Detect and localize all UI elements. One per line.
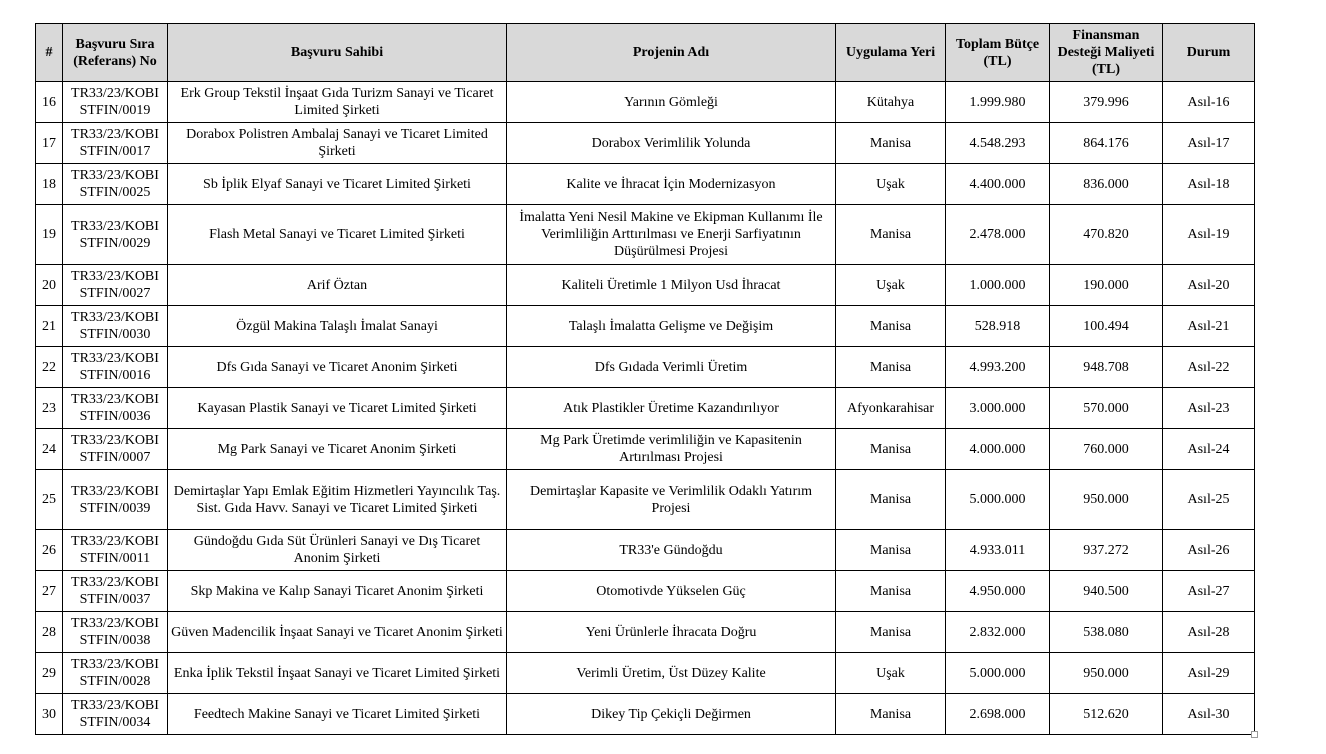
cell-num: 18 — [36, 164, 63, 205]
header-budget: Toplam Bütçe (TL) — [946, 24, 1050, 82]
cell-budget: 2.698.000 — [946, 694, 1050, 735]
cell-applicant: Enka İplik Tekstil İnşaat Sanayi ve Ticaret Limited Şirketi — [168, 653, 507, 694]
table-row — [36, 571, 1255, 612]
cell-ref: TR33/23/KOBI STFIN/0025 — [63, 164, 168, 205]
cell-status: Asıl-26 — [1163, 530, 1255, 571]
cell-budget: 1.000.000 — [946, 265, 1050, 306]
cell-num: 24 — [36, 429, 63, 470]
header-location: Uygulama Yeri — [836, 24, 946, 82]
cell-num: 23 — [36, 388, 63, 429]
cell-num: 17 — [36, 123, 63, 164]
cell-applicant: Özgül Makina Talaşlı İmalat Sanayi — [168, 306, 507, 347]
cell-status: Asıl-24 — [1163, 429, 1255, 470]
cell-applicant: Flash Metal Sanayi ve Ticaret Limited Şirketi — [168, 205, 507, 265]
cell-applicant: Arif Öztan — [168, 265, 507, 306]
cell-budget: 4.950.000 — [946, 571, 1050, 612]
cell-num: 30 — [36, 694, 63, 735]
cell-num: 19 — [36, 205, 63, 265]
cell-ref: TR33/23/KOBI STFIN/0029 — [63, 205, 168, 265]
cell-budget: 5.000.000 — [946, 653, 1050, 694]
cell-budget: 4.933.011 — [946, 530, 1050, 571]
cell-ref: TR33/23/KOBI STFIN/0016 — [63, 347, 168, 388]
cell-status: Asıl-30 — [1163, 694, 1255, 735]
table-row — [36, 306, 1255, 347]
cell-status: Asıl-22 — [1163, 347, 1255, 388]
cell-project: Yarının Gömleği — [507, 82, 836, 123]
cell-support: 190.000 — [1050, 265, 1163, 306]
header-applicant: Başvuru Sahibi — [168, 24, 507, 82]
cell-location: Manisa — [836, 694, 946, 735]
cell-project: Dfs Gıdada Verimli Üretim — [507, 347, 836, 388]
cell-status: Asıl-25 — [1163, 470, 1255, 530]
cell-location: Manisa — [836, 306, 946, 347]
table-row — [36, 388, 1255, 429]
cell-project: TR33'e Gündoğdu — [507, 530, 836, 571]
cell-status: Asıl-17 — [1163, 123, 1255, 164]
cell-location: Manisa — [836, 470, 946, 530]
cell-budget: 4.000.000 — [946, 429, 1050, 470]
cell-project: Dikey Tip Çekiçli Değirmen — [507, 694, 836, 735]
cell-location: Manisa — [836, 571, 946, 612]
cell-num: 21 — [36, 306, 63, 347]
cell-location: Manisa — [836, 530, 946, 571]
cell-project: Dorabox Verimlilik Yolunda — [507, 123, 836, 164]
cell-support: 940.500 — [1050, 571, 1163, 612]
cell-budget: 2.832.000 — [946, 612, 1050, 653]
table-row — [36, 470, 1255, 530]
cell-budget: 4.993.200 — [946, 347, 1050, 388]
cell-budget: 4.548.293 — [946, 123, 1050, 164]
cell-applicant: Demirtaşlar Yapı Emlak Eğitim Hizmetleri Yayıncılık Taş. Sist. Gıda Havv. Sanayi ve Ticaret Limited Şirketi — [168, 470, 507, 530]
header-ref: Başvuru Sıra (Referans) No — [63, 24, 168, 82]
cell-project: Demirtaşlar Kapasite ve Verimlilik Odaklı Yatırım Projesi — [507, 470, 836, 530]
cell-ref: TR33/23/KOBI STFIN/0036 — [63, 388, 168, 429]
cell-support: 470.820 — [1050, 205, 1163, 265]
cell-location: Manisa — [836, 123, 946, 164]
header-project: Projenin Adı — [507, 24, 836, 82]
cell-budget: 528.918 — [946, 306, 1050, 347]
cell-support: 950.000 — [1050, 470, 1163, 530]
header-support: Finansman Desteği Maliyeti (TL) — [1050, 24, 1163, 82]
cell-status: Asıl-28 — [1163, 612, 1255, 653]
cell-support: 379.996 — [1050, 82, 1163, 123]
cell-project: Otomotivde Yükselen Güç — [507, 571, 836, 612]
cell-applicant: Skp Makina ve Kalıp Sanayi Ticaret Anonim Şirketi — [168, 571, 507, 612]
cell-applicant: Erk Group Tekstil İnşaat Gıda Turizm Sanayi ve Ticaret Limited Şirketi — [168, 82, 507, 123]
cell-ref: TR33/23/KOBI STFIN/0030 — [63, 306, 168, 347]
cell-support: 937.272 — [1050, 530, 1163, 571]
cell-num: 16 — [36, 82, 63, 123]
cell-applicant: Dorabox Polistren Ambalaj Sanayi ve Ticaret Limited Şirketi — [168, 123, 507, 164]
cell-support: 864.176 — [1050, 123, 1163, 164]
table-row — [36, 694, 1255, 735]
cell-ref: TR33/23/KOBI STFIN/0037 — [63, 571, 168, 612]
cell-status: Asıl-21 — [1163, 306, 1255, 347]
cell-budget: 3.000.000 — [946, 388, 1050, 429]
cell-support: 100.494 — [1050, 306, 1163, 347]
cell-applicant: Kayasan Plastik Sanayi ve Ticaret Limited Şirketi — [168, 388, 507, 429]
cell-budget: 2.478.000 — [946, 205, 1050, 265]
cell-support: 538.080 — [1050, 612, 1163, 653]
table-row — [36, 530, 1255, 571]
cell-location: Afyonkarahisar — [836, 388, 946, 429]
cell-ref: TR33/23/KOBI STFIN/0038 — [63, 612, 168, 653]
cell-project: Kalite ve İhracat İçin Modernizasyon — [507, 164, 836, 205]
cell-location: Manisa — [836, 347, 946, 388]
table-row — [36, 123, 1255, 164]
cell-status: Asıl-16 — [1163, 82, 1255, 123]
cell-project: Yeni Ürünlerle İhracata Doğru — [507, 612, 836, 653]
cell-ref: TR33/23/KOBI STFIN/0007 — [63, 429, 168, 470]
table-row — [36, 347, 1255, 388]
cell-location: Uşak — [836, 653, 946, 694]
cell-status: Asıl-20 — [1163, 265, 1255, 306]
cell-project: İmalatta Yeni Nesil Makine ve Ekipman Kullanımı İle Verimliliğin Arttırılması ve Enerji Sarfiyatının Düşürülmesi Projesi — [507, 205, 836, 265]
cell-budget: 1.999.980 — [946, 82, 1050, 123]
cell-project: Kaliteli Üretimle 1 Milyon Usd İhracat — [507, 265, 836, 306]
cell-num: 22 — [36, 347, 63, 388]
cell-support: 570.000 — [1050, 388, 1163, 429]
cell-applicant: Güven Madencilik İnşaat Sanayi ve Ticaret Anonim Şirketi — [168, 612, 507, 653]
cell-num: 28 — [36, 612, 63, 653]
cell-location: Manisa — [836, 612, 946, 653]
cell-support: 836.000 — [1050, 164, 1163, 205]
cell-applicant: Feedtech Makine Sanayi ve Ticaret Limited Şirketi — [168, 694, 507, 735]
table-row — [36, 653, 1255, 694]
cell-support: 948.708 — [1050, 347, 1163, 388]
results-table — [35, 23, 1255, 735]
table-row — [36, 429, 1255, 470]
resize-handle-icon — [1251, 731, 1258, 738]
cell-location: Manisa — [836, 429, 946, 470]
cell-num: 26 — [36, 530, 63, 571]
table-row — [36, 164, 1255, 205]
cell-applicant: Sb İplik Elyaf Sanayi ve Ticaret Limited Şirketi — [168, 164, 507, 205]
table-row — [36, 82, 1255, 123]
cell-location: Uşak — [836, 265, 946, 306]
cell-location: Uşak — [836, 164, 946, 205]
cell-location: Manisa — [836, 205, 946, 265]
header-num: # — [36, 24, 63, 82]
cell-support: 950.000 — [1050, 653, 1163, 694]
table-row — [36, 265, 1255, 306]
header-status: Durum — [1163, 24, 1255, 82]
cell-ref: TR33/23/KOBI STFIN/0011 — [63, 530, 168, 571]
cell-project: Talaşlı İmalatta Gelişme ve Değişim — [507, 306, 836, 347]
cell-ref: TR33/23/KOBI STFIN/0039 — [63, 470, 168, 530]
table-row — [36, 612, 1255, 653]
table-row — [36, 205, 1255, 265]
cell-support: 512.620 — [1050, 694, 1163, 735]
cell-budget: 4.400.000 — [946, 164, 1050, 205]
cell-ref: TR33/23/KOBI STFIN/0017 — [63, 123, 168, 164]
cell-ref: TR33/23/KOBI STFIN/0034 — [63, 694, 168, 735]
cell-status: Asıl-23 — [1163, 388, 1255, 429]
cell-status: Asıl-29 — [1163, 653, 1255, 694]
cell-budget: 5.000.000 — [946, 470, 1050, 530]
cell-ref: TR33/23/KOBI STFIN/0028 — [63, 653, 168, 694]
cell-support: 760.000 — [1050, 429, 1163, 470]
cell-ref: TR33/23/KOBI STFIN/0027 — [63, 265, 168, 306]
cell-applicant: Dfs Gıda Sanayi ve Ticaret Anonim Şirketi — [168, 347, 507, 388]
header-row — [36, 24, 1255, 82]
cell-status: Asıl-19 — [1163, 205, 1255, 265]
cell-project: Atık Plastikler Üretime Kazandırılıyor — [507, 388, 836, 429]
cell-applicant: Mg Park Sanayi ve Ticaret Anonim Şirketi — [168, 429, 507, 470]
cell-project: Mg Park Üretimde verimliliğin ve Kapasitenin Artırılması Projesi — [507, 429, 836, 470]
cell-status: Asıl-18 — [1163, 164, 1255, 205]
cell-num: 27 — [36, 571, 63, 612]
cell-status: Asıl-27 — [1163, 571, 1255, 612]
cell-num: 25 — [36, 470, 63, 530]
cell-project: Verimli Üretim, Üst Düzey Kalite — [507, 653, 836, 694]
cell-location: Kütahya — [836, 82, 946, 123]
cell-num: 29 — [36, 653, 63, 694]
cell-num: 20 — [36, 265, 63, 306]
cell-ref: TR33/23/KOBI STFIN/0019 — [63, 82, 168, 123]
cell-applicant: Gündoğdu Gıda Süt Ürünleri Sanayi ve Dış Ticaret Anonim Şirketi — [168, 530, 507, 571]
